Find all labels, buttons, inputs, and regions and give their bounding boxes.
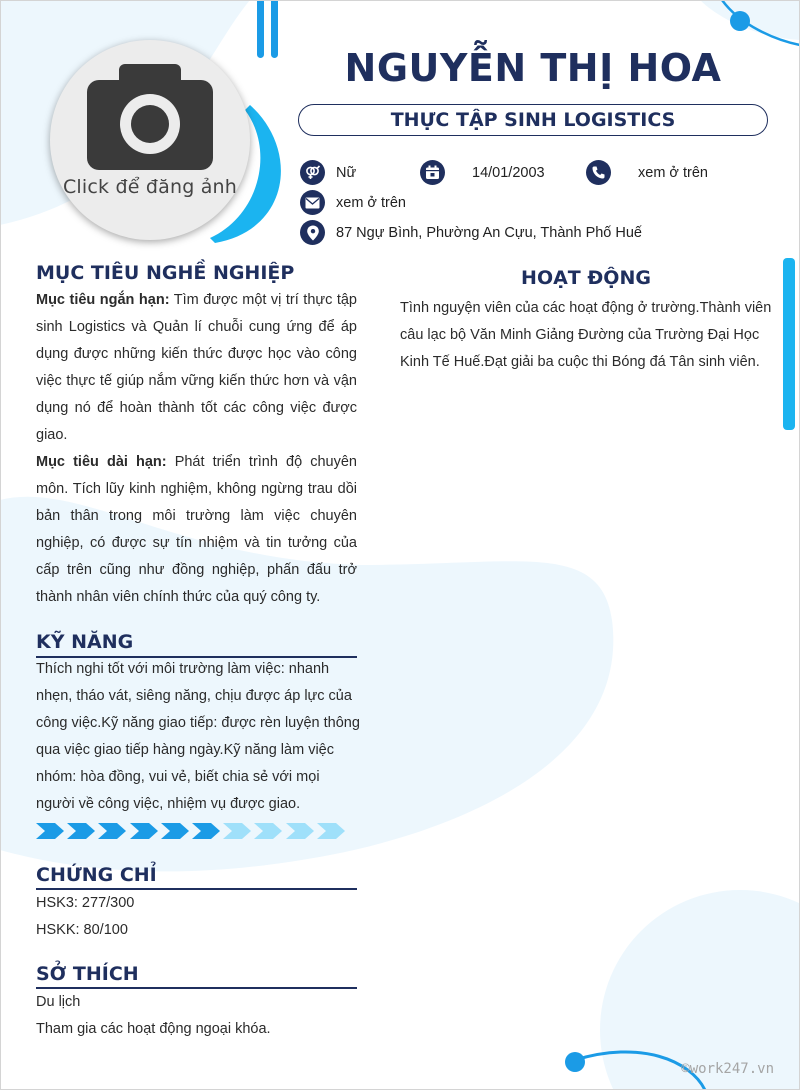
hobbies-title: SỞ THÍCH: [36, 963, 139, 985]
objective-title: MỤC TIÊU NGHỀ NGHIỆP: [36, 262, 295, 284]
gender-value: Nữ: [336, 164, 357, 181]
hobby-item: Du lịch: [36, 994, 81, 1010]
watermark: ©work247.vn: [681, 1061, 774, 1077]
skill-chevron-filled: [67, 823, 95, 839]
phone-icon: [586, 160, 611, 185]
info-phone: [586, 160, 708, 185]
certificate-item: HSKK: 80/100: [36, 922, 128, 938]
phone-value: xem ở trên: [638, 164, 708, 181]
certificates-title: CHỨNG CHỈ: [36, 864, 157, 886]
email-value: xem ở trên: [336, 194, 406, 211]
skills-title: KỸ NĂNG: [36, 631, 134, 653]
certificates-underline: [36, 888, 357, 890]
gender-icon: [300, 160, 325, 185]
skills-text: Thích nghi tốt với môi trường làm việc: nhanh nhẹn, tháo vát, siêng năng, chịu được áp lực của công việc.Kỹ năng giao tiếp: được rèn luyện thông qua việc giao tiếp hàng ngày.Kỹ năng làm việc nhóm: hòa đồng, vui vẻ, biết chia sẻ với mọi người về công việc, nhiệm vụ được giao.: [36, 661, 360, 812]
hobbies-underline: [36, 987, 357, 989]
info-gender: [300, 160, 356, 185]
certificate-item: HSK3: 277/300: [36, 895, 135, 911]
skill-chevron-empty: [317, 823, 345, 839]
info-address: [300, 220, 642, 245]
skill-chevron-filled: [161, 823, 189, 839]
avatar-upload-label: Click để đăng ảnh: [62, 176, 238, 198]
skill-chevron-empty: [286, 823, 314, 839]
camera-icon: [87, 64, 213, 170]
birthdate-value: 14/01/2003: [472, 164, 545, 181]
activities-title: HOẠT ĐỘNG: [521, 267, 651, 289]
hobby-item: Tham gia các hoạt động ngoại khóa.: [36, 1021, 271, 1037]
job-title: THỰC TẬP SINH LOGISTICS: [298, 104, 768, 136]
location-icon: [300, 220, 325, 245]
skill-chevron-empty: [254, 823, 282, 839]
decor-bar-left: [257, 0, 264, 58]
calendar-icon: [420, 160, 445, 185]
address-value: 87 Ngự Bình, Phường An Cựu, Thành Phố Huế: [336, 224, 642, 241]
skills-level-bar: [36, 823, 348, 839]
mail-icon: [300, 190, 325, 215]
skill-chevron-filled: [98, 823, 126, 839]
info-email: [300, 190, 406, 215]
objective-short-text: Tìm được một vị trí thực tập sinh Logistics và Quản lí chuỗi cung ứng để áp dụng được những kiến thức được học vào công việc thực tế giúp nắm vững kiến thức hơn và vận dụng nó để hoàn thành tốt các công việc được giao.: [36, 292, 358, 443]
objective-text: [36, 287, 357, 449]
skill-chevron-filled: [192, 823, 220, 839]
objective-long-label: Mục tiêu dài hạn:: [36, 454, 167, 470]
objective-long: [36, 449, 357, 611]
candidate-name: NGUYỄN THỊ HOA: [344, 46, 722, 90]
objective-short-label: Mục tiêu ngắn hạn:: [36, 292, 170, 308]
objective-long-text: Phát triển trình độ chuyên môn. Tích lũy kinh nghiệm, không ngừng trau dồi bản thân trong môi trường làm việc chuyên nghiệp, có được sự tín nhiệm và tin tưởng của cấp trên cũng như đồng nghiệp, phấn đấu trở thành nhân viên chính thức của quý công ty.: [36, 454, 357, 605]
skill-chevron-empty: [223, 823, 251, 839]
info-birthdate: [420, 160, 545, 185]
decor-bar-right: [271, 0, 278, 58]
avatar-upload[interactable]: [50, 40, 250, 240]
activities-text: Tình nguyện viên của các hoạt động ở trường.Thành viên câu lạc bộ Văn Minh Giảng Đường của Trường Đại Học Kinh Tế Huế.Đạt giải ba cuộc thi Bóng đá Tân sinh viên.: [400, 300, 772, 370]
skill-chevron-filled: [130, 823, 158, 839]
skill-chevron-filled: [36, 823, 64, 839]
